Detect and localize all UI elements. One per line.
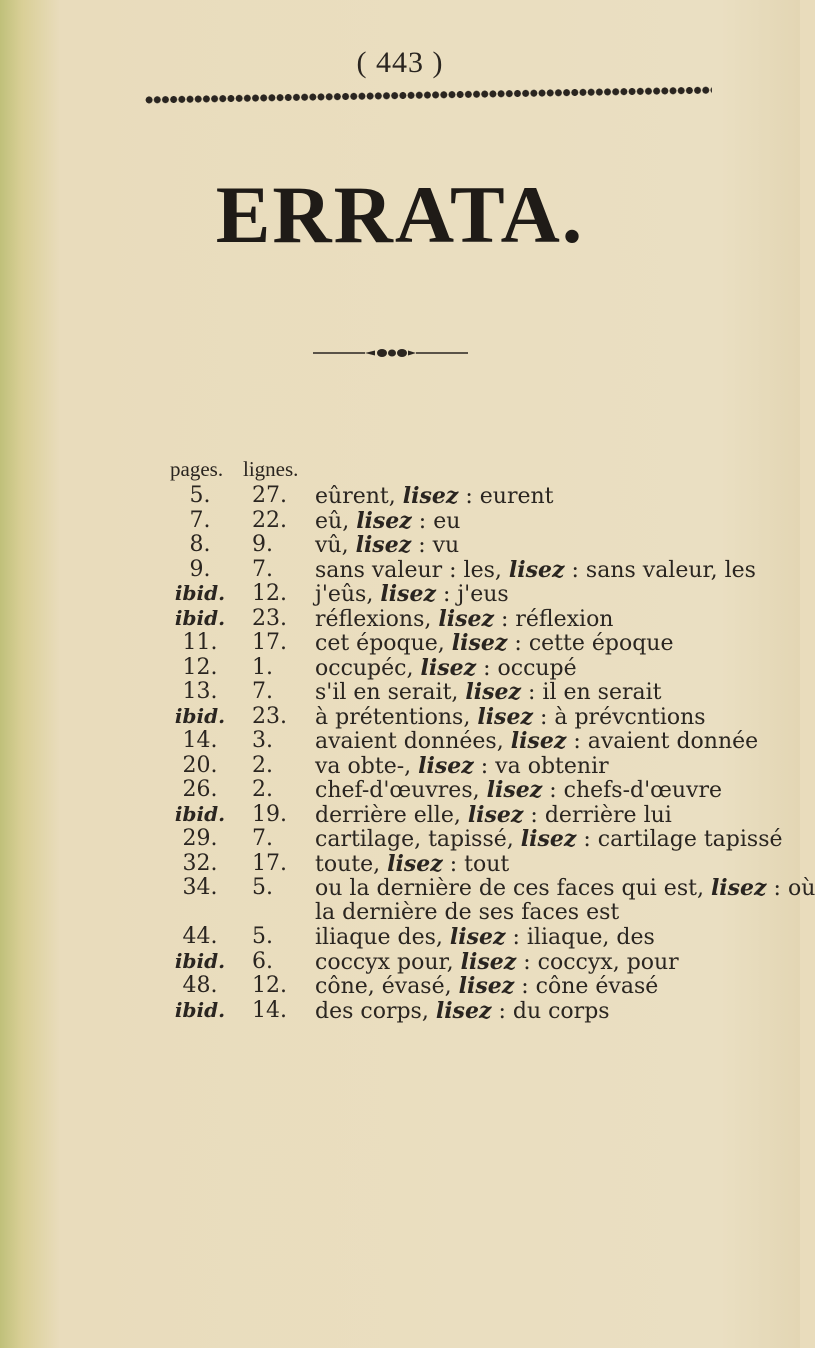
errata-page: 34.	[182, 875, 218, 900]
lisez-label: lisez	[387, 850, 443, 877]
errata-row	[170, 753, 785, 778]
errata-line: 5.	[252, 875, 273, 900]
lisez-label: lisez	[460, 948, 517, 975]
errata-page: 12.	[182, 654, 218, 680]
lisez-label: lisez	[435, 997, 492, 1024]
errata-right: avaient donnée	[587, 729, 759, 754]
errata-wrong: toute,	[315, 851, 381, 877]
errata-line: 12.	[252, 581, 287, 606]
errata-page: 32.	[182, 850, 218, 876]
errata-row	[170, 557, 785, 582]
errata-correction	[315, 973, 658, 999]
lisez-label: lisez	[355, 532, 412, 558]
errata-correction	[315, 532, 459, 558]
lisez-label: lisez	[477, 703, 533, 730]
errata-right: réflexion	[515, 606, 614, 632]
errata-row	[170, 655, 785, 680]
errata-page: ibid.	[174, 703, 226, 728]
errata-line: 27.	[252, 483, 287, 508]
errata-wrong: des corps,	[315, 998, 429, 1024]
errata-line: 9.	[252, 532, 273, 557]
separator: :	[449, 851, 458, 877]
errata-line: 22.	[252, 507, 287, 533]
errata-wrong: réflexions,	[315, 606, 432, 632]
errata-correction	[315, 704, 706, 730]
dotted-rule-divider	[145, 84, 712, 106]
errata-correction	[315, 949, 679, 975]
errata-right: du corps	[512, 998, 610, 1024]
lisez-label: lisez	[380, 581, 436, 607]
errata-row	[170, 508, 785, 533]
errata-rows	[170, 483, 815, 1024]
errata-line: 23.	[252, 703, 287, 729]
errata-page: 7.	[189, 507, 211, 533]
lisez-label: lisez	[520, 826, 577, 852]
errata-right: occupé	[497, 655, 577, 681]
separator: :	[523, 949, 531, 975]
errata-page: 9.	[189, 556, 211, 582]
errata-row	[170, 704, 785, 729]
errata-right: va obtenir	[495, 753, 609, 779]
errata-right: derrière lui	[544, 802, 672, 828]
errata-row	[170, 802, 785, 827]
errata-right: coccyx, pour	[537, 949, 679, 975]
separator: :	[512, 925, 520, 950]
lisez-label: lisez	[402, 483, 459, 509]
errata-row	[170, 581, 785, 606]
errata-page: ibid.	[174, 801, 226, 826]
errata-correction	[315, 630, 673, 656]
errata-row	[170, 630, 785, 655]
errata-line: 19.	[252, 801, 287, 827]
errata-correction	[315, 557, 756, 583]
errata-correction	[315, 728, 758, 754]
errata-right: sans valeur, les	[585, 557, 756, 583]
errata-line: 12.	[252, 973, 287, 998]
errata-wrong: ou la dernière de ces faces qui est,	[315, 876, 704, 901]
errata-page: 13.	[182, 679, 218, 704]
errata-page: ibid.	[174, 605, 226, 630]
errata-row	[170, 826, 785, 851]
errata-right: eurent	[479, 484, 554, 509]
separator: :	[528, 680, 536, 705]
lisez-label: lisez	[508, 556, 565, 583]
errata-right: cette époque	[528, 631, 674, 656]
errata-row	[170, 875, 815, 925]
errata-correction	[315, 753, 609, 779]
separator: :	[773, 876, 781, 901]
errata-row	[170, 728, 785, 753]
errata-right: cône évasé	[535, 974, 659, 999]
lisez-label: lisez	[458, 973, 515, 999]
separator: :	[498, 998, 506, 1024]
errata-row	[170, 606, 785, 631]
errata-row	[170, 532, 785, 557]
lisez-label: lisez	[420, 654, 477, 681]
errata-wrong: cartilage, tapissé,	[315, 827, 514, 852]
errata-row	[170, 998, 785, 1023]
errata-correction	[315, 998, 610, 1024]
errata-row	[170, 777, 785, 802]
errata-row	[170, 851, 785, 876]
column-header-lignes: lignes.	[243, 457, 299, 481]
separator: :	[514, 631, 522, 656]
separator: :	[480, 753, 489, 779]
errata-correction	[315, 655, 577, 681]
errata-right: iliaque, des	[526, 925, 655, 950]
errata-correction	[315, 924, 655, 950]
errata-line: 6.	[252, 948, 273, 974]
lisez-label: lisez	[356, 507, 412, 534]
errata-line: 17.	[252, 850, 287, 876]
separator: :	[521, 974, 529, 999]
errata-right: j'eus	[457, 582, 509, 607]
lisez-label: lisez	[710, 875, 767, 901]
separator: :	[573, 729, 581, 754]
column-header-pages: pages.	[170, 457, 224, 481]
errata-page: 44.	[182, 924, 218, 949]
errata-wrong: chef-d'œuvres,	[315, 778, 480, 803]
separator: :	[571, 557, 579, 583]
errata-page: 20.	[182, 752, 218, 778]
errata-correction	[315, 777, 722, 803]
errata-right: à prévcntions	[554, 704, 706, 730]
errata-line: 7.	[252, 556, 273, 582]
errata-correction	[315, 851, 509, 877]
errata-wrong: sans valeur : les,	[315, 557, 502, 583]
errata-wrong: vû,	[315, 533, 349, 558]
errata-wrong: j'eûs,	[315, 582, 374, 607]
separator: :	[539, 704, 548, 730]
errata-correction	[315, 802, 672, 828]
errata-right: il en serait	[542, 680, 662, 705]
lisez-label: lisez	[467, 801, 524, 828]
separator: :	[549, 778, 557, 803]
errata-table	[170, 457, 815, 1024]
errata-page: ibid.	[174, 997, 226, 1022]
errata-page: 8.	[189, 532, 211, 557]
errata-row	[170, 973, 785, 998]
errata-correction	[315, 826, 783, 852]
errata-wrong: avaient données,	[315, 729, 504, 754]
errata-wrong: derrière elle,	[315, 802, 461, 828]
separator: :	[442, 582, 451, 607]
errata-correction	[315, 875, 815, 901]
errata-page: 14.	[182, 728, 218, 753]
errata-wrong: occupéc,	[315, 655, 414, 681]
separator: :	[418, 508, 427, 534]
errata-right: où	[787, 876, 815, 901]
errata-page: 11.	[182, 630, 218, 655]
errata-wrong: iliaque des,	[315, 925, 443, 950]
errata-line: 17.	[252, 630, 287, 655]
errata-row	[170, 949, 785, 974]
separator: :	[500, 606, 509, 632]
lisez-label: lisez	[449, 924, 506, 950]
errata-line: 2.	[252, 777, 273, 802]
errata-page: 48.	[182, 973, 218, 998]
ornament-divider	[313, 348, 468, 358]
errata-correction	[315, 679, 662, 705]
lisez-label: lisez	[438, 605, 494, 632]
lisez-label: lisez	[510, 728, 567, 754]
lisez-label: lisez	[486, 777, 543, 803]
errata-right: vu	[432, 533, 460, 558]
errata-correction	[315, 606, 613, 632]
errata-wrong: s'il en serait,	[315, 680, 459, 705]
errata-wrong: va obte-,	[315, 753, 412, 779]
separator: :	[483, 655, 491, 681]
errata-header	[170, 457, 785, 483]
separator: :	[530, 802, 538, 828]
errata-line: 14.	[252, 997, 287, 1023]
errata-page: 26.	[182, 777, 218, 802]
page-title: ERRATA.	[215, 169, 585, 260]
lisez-label: lisez	[418, 752, 474, 779]
errata-line: 2.	[252, 752, 273, 778]
errata-line: 7.	[252, 679, 273, 704]
errata-wrong: à prétentions,	[315, 704, 471, 730]
errata-wrong: cône, évasé,	[315, 974, 452, 999]
errata-correction	[315, 508, 460, 534]
errata-continuation: la dernière de ses faces est	[315, 899, 620, 925]
errata-right: cartilage tapissé	[597, 827, 783, 852]
errata-correction	[315, 581, 509, 607]
errata-page: 29.	[182, 826, 218, 851]
errata-wrong: coccyx pour,	[315, 949, 454, 975]
errata-row	[170, 483, 785, 508]
errata-correction	[315, 483, 553, 509]
errata-wrong: eûrent,	[315, 484, 396, 509]
errata-row	[170, 924, 785, 949]
errata-right: chefs-d'œuvre	[563, 778, 723, 803]
separator: :	[418, 533, 426, 558]
page-number: ( 443 )	[356, 46, 444, 79]
errata-page: ibid.	[174, 581, 226, 605]
separator: :	[465, 484, 473, 509]
errata-row	[170, 679, 785, 704]
errata-line: 3.	[252, 728, 273, 753]
errata-right: eu	[433, 508, 461, 534]
lisez-label: lisez	[465, 679, 521, 705]
errata-wrong: eû,	[315, 508, 350, 534]
errata-page: ibid.	[174, 948, 226, 973]
errata-line: 23.	[252, 605, 287, 631]
errata-right: tout	[464, 851, 510, 877]
errata-page: 5.	[189, 483, 211, 508]
separator: :	[583, 827, 591, 852]
errata-wrong: cet époque,	[315, 631, 445, 656]
errata-line: 1.	[252, 654, 273, 680]
errata-line: 5.	[252, 924, 273, 949]
errata-line: 7.	[252, 826, 273, 851]
lisez-label: lisez	[451, 630, 508, 656]
